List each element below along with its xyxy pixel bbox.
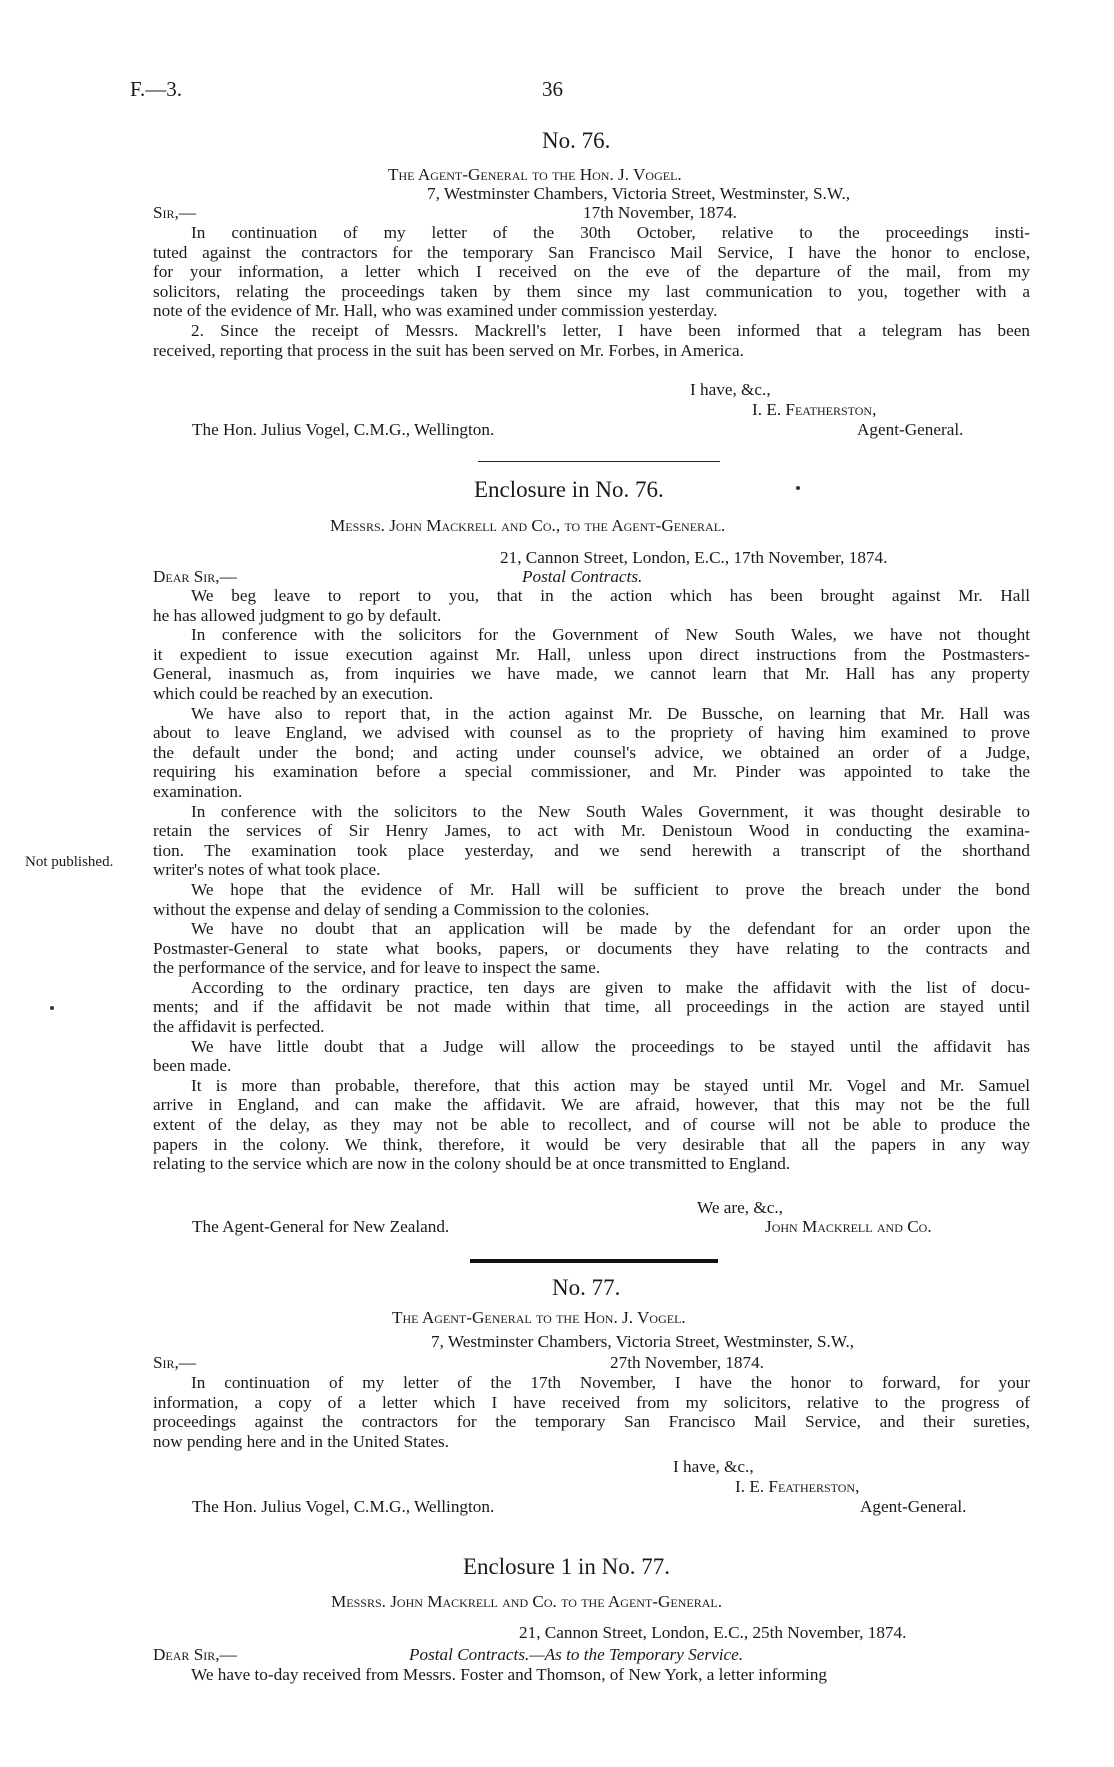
text-line: retain the services of Sir Henry James, to act with Mr. Denistoun Wood in conducting the examina- <box>153 821 1030 841</box>
text-line: examination. <box>153 781 243 801</box>
letter-77-title: No. 77. <box>552 1275 621 1300</box>
section-divider-thick <box>470 1259 718 1263</box>
letter-76-title: No. 76. <box>542 128 611 153</box>
text-line: now pending here and in the United States. <box>153 1431 449 1451</box>
enclosure-77-title: Enclosure 1 in No. 77. <box>463 1554 670 1579</box>
text-line: for your information, a letter which I received on the eve of the departure of the mail, from my <box>153 262 1030 282</box>
enclosure-76-salutation: Dear Sir,— <box>153 567 237 586</box>
text-line: General, inasmuch as, from inquiries we have made, we cannot learn that Mr. Hall has any property <box>153 664 1030 684</box>
text-line: 2. Since the receipt of Messrs. Mackrell's letter, I have been informed that a telegram has been <box>191 320 1030 340</box>
letter-77-addressee: The Hon. Julius Vogel, C.M.G., Wellington. <box>192 1497 495 1516</box>
text-line: It is more than probable, therefore, that this action may be stayed until Mr. Vogel and Mr. Samuel <box>191 1075 1030 1095</box>
letter-76-signer: I. E. Featherston, <box>752 400 877 419</box>
text-line: In continuation of my letter of the 30th October, relative to the proceedings insti- <box>191 223 1030 242</box>
letter-77-closing: I have, &c., <box>673 1457 754 1476</box>
text-line: We have also to report that, in the action against Mr. De Bussche, on learning that Mr. Hall was <box>191 703 1030 723</box>
enclosure-76-signer: John Mackrell and Co. <box>765 1217 932 1236</box>
text-line: note of the evidence of Mr. Hall, who was examined under commission yesterday. <box>153 301 718 321</box>
text-line: relating to the service which are now in the colony should be at once transmitted to England. <box>153 1154 791 1174</box>
text-line: arrive in England, and can make the affidavit. We are afraid, however, that this may not be the full <box>153 1095 1030 1115</box>
text-line: information, a copy of a letter which I have received from my solicitors, relative to the progress of <box>153 1392 1030 1412</box>
text-line: requiring his examination before a special commissioner, and Mr. Pinder was appointed to take the <box>153 762 1030 782</box>
text-line: Postmaster-General to state what books, papers, or documents they have relating to the contracts and <box>153 938 1030 958</box>
enclosure-76-title: Enclosure in No. 76. <box>474 477 664 502</box>
text-line: papers in the colony. We think, therefore, it would be very desirable that all the papers in any way <box>153 1134 1030 1154</box>
letter-77-salutation: Sir,— <box>153 1353 197 1372</box>
letter-77-signer-title: Agent-General. <box>860 1497 967 1516</box>
margin-note: Not published. <box>25 854 114 870</box>
letter-76-closing: I have, &c., <box>690 380 771 399</box>
letter-77-from-to: The Agent-General to the Hon. J. Vogel. <box>392 1308 686 1327</box>
enclosure-77-subject: Postal Contracts.—As to the Temporary Service. <box>409 1645 744 1664</box>
text-line: the affidavit is perfected. <box>153 1017 325 1037</box>
enclosure-77-body <box>153 1665 1030 1685</box>
text-line: extent of the delay, as they may not be able to recollect, and of course will not be able to produce the <box>153 1115 1030 1135</box>
letter-77-address: 7, Westminster Chambers, Victoria Street, Westminster, S.W., <box>431 1332 855 1351</box>
letter-76-addressee: The Hon. Julius Vogel, C.M.G., Wellington. <box>192 420 495 439</box>
enclosure-76-subject: Postal Contracts. <box>522 567 643 586</box>
enclosure-77-address: 21, Cannon Street, London, E.C., 25th November, 1874. <box>519 1623 907 1642</box>
letter-76-from-to: The Agent-General to the Hon. J. Vogel. <box>388 165 682 184</box>
letter-76-address: 7, Westminster Chambers, Victoria Street, Westminster, S.W., <box>427 184 851 203</box>
text-line: According to the ordinary practice, ten days are given to make the affidavit with the list of docu- <box>191 977 1030 997</box>
text-line: We have to-day received from Messrs. Foster and Thomson, of New York, a letter informing <box>191 1665 828 1684</box>
document-reference: F.—3. <box>130 77 182 101</box>
enclosure-76-closing: We are, &c., <box>697 1198 783 1217</box>
letter-76-signer-title: Agent-General. <box>857 420 964 439</box>
enclosure-76-from-to: Messrs. John Mackrell and Co., to the Agent-General. <box>330 516 726 535</box>
page-number: 36 <box>542 77 563 101</box>
letter-77-date: 27th November, 1874. <box>610 1353 764 1372</box>
letter-77-signer: I. E. Featherston, <box>735 1477 860 1496</box>
letter-77-body <box>153 1373 1030 1451</box>
letter-76-date: 17th November, 1874. <box>583 203 737 222</box>
print-speck <box>796 486 800 490</box>
text-line: received, reporting that process in the suit has been served on Mr. Forbes, in America. <box>153 340 744 360</box>
text-line: about to leave England, we advised with counsel as to the propriety of having him examined to prove <box>153 723 1030 743</box>
text-line: In continuation of my letter of the 17th November, I have the honor to forward, for your <box>191 1373 1030 1392</box>
text-line: ments; and if the affidavit be not made within that time, all proceedings in the action are stayed until <box>153 997 1030 1017</box>
text-line: In conference with the solicitors to the New South Wales Government, it was thought desirable to <box>191 801 1030 821</box>
enclosure-76-addressee: The Agent-General for New Zealand. <box>192 1217 450 1236</box>
text-line: We have little doubt that a Judge will allow the proceedings to be stayed until the affidavit has <box>191 1036 1030 1056</box>
text-line: it expedient to issue execution against Mr. Hall, unless upon direct instructions from the Postmasters- <box>153 644 1030 664</box>
enclosure-76-address: 21, Cannon Street, London, E.C., 17th November, 1874. <box>500 548 888 567</box>
text-line: proceedings against the contractors for the temporary San Francisco Mail Service, and their sureties, <box>153 1412 1030 1432</box>
text-line: without the expense and delay of sending a Commission to the colonies. <box>153 899 650 919</box>
text-line: We beg leave to report to you, that in the action which has been brought against Mr. Hall <box>191 586 1030 605</box>
text-line: which could be reached by an execution. <box>153 683 434 703</box>
text-line: been made. <box>153 1056 232 1076</box>
enclosure-77-salutation: Dear Sir,— <box>153 1645 237 1664</box>
enclosure-77-from-to: Messrs. John Mackrell and Co. to the Agent-General. <box>331 1592 723 1611</box>
text-line: writer's notes of what took place. <box>153 860 381 880</box>
section-divider <box>478 461 720 462</box>
text-line: the performance of the service, and for leave to inspect the same. <box>153 958 601 978</box>
text-line: We hope that the evidence of Mr. Hall will be sufficient to prove the breach under the bond <box>191 879 1030 899</box>
letter-76-salutation: Sir,— <box>153 203 197 222</box>
letter-76-body <box>153 223 1030 360</box>
text-line: he has allowed judgment to go by default. <box>153 605 442 625</box>
print-speck <box>50 1006 54 1010</box>
text-line: In conference with the solicitors for the Government of New South Wales, we have not thought <box>191 625 1030 645</box>
text-line: tuted against the contractors for the temporary San Francisco Mail Service, I have the honor to enclose, <box>153 242 1030 262</box>
text-line: tion. The examination took place yesterday, and we send herewith a transcript of the shorthand <box>153 840 1030 860</box>
text-line: the default under the bond; and acting under counsel's advice, we obtained an order of a Judge, <box>153 742 1030 762</box>
enclosure-76-body <box>153 586 1030 1174</box>
text-line: solicitors, relating the proceedings taken by them since my last communication to you, together with a <box>153 281 1030 301</box>
text-line: We have no doubt that an application will be made by the defendant for an order upon the <box>191 919 1030 939</box>
